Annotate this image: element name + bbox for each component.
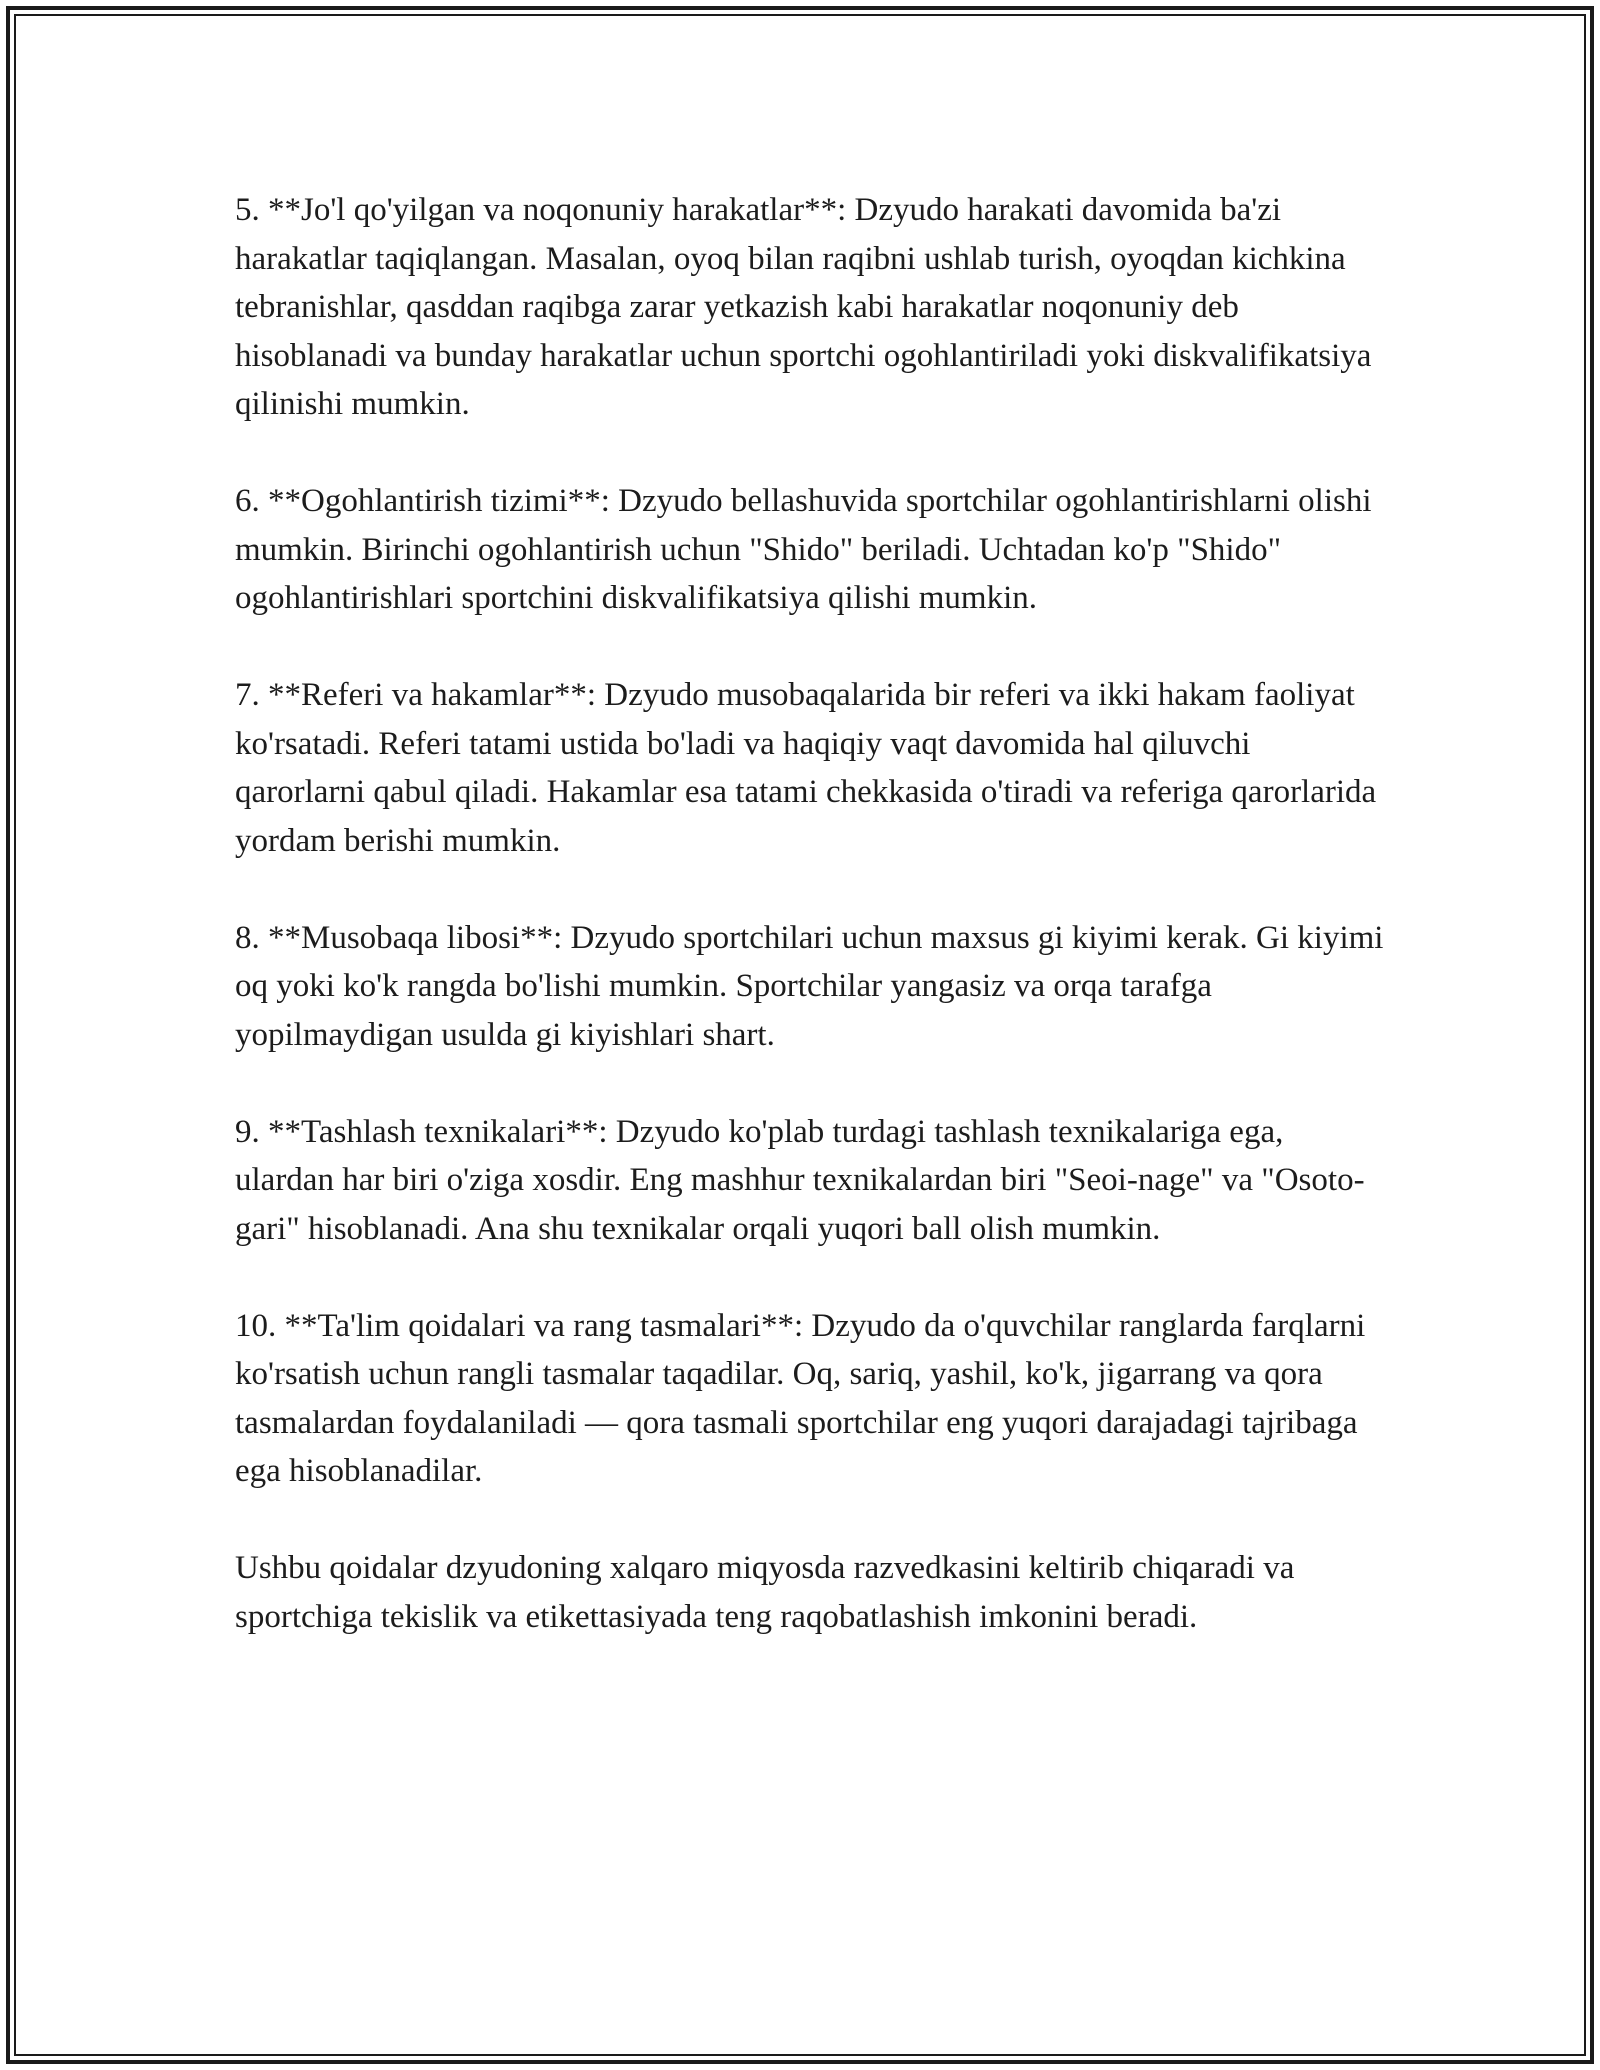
paragraph-rule-6: 6. **Ogohlantirish tizimi**: Dzyudo bellashuvida sportchilar ogohlantirishlarni olishi mumkin. Birinchi ogohlantirish uchun "Shido" beriladi. Uchtadan ko'p "Shido" ogohlantirishlari sportchini diskvalifikatsiya qilishi mumkin. [235,483,1372,616]
paragraph-rule-9: 9. **Tashlash texnikalari**: Dzyudo ko'plab turdagi tashlash texnikalariga ega, ulardan har biri o'ziga xosdir. Eng mashhur texnikalardan biri "Seoi-nage" va "Osoto-gari" hisoblanadi. Ana shu texnikalar orqali yuqori ball olish mumkin. [235,1113,1365,1247]
paragraph-conclusion: Ushbu qoidalar dzyudoning xalqaro miqyosda razvedkasini keltirib chiqaradi va sportchiga tekislik va etikettasiyada teng raqobatlashish imkonini beradi. [235,1550,1295,1635]
paragraph-rule-7: 7. **Referi va hakamlar**: Dzyudo musobaqalarida bir referi va ikki hakam faoliyat ko'rsatadi. Referi tatami ustida bo'ladi va haqiqiy vaqt davomida hal qiluvchi qarorlarni qabul qiladi. Hakamlar esa tatami chekkasida o'tiradi va referiga qarorlarida yordam berishi mumkin. [235,677,1377,859]
document-body [235,186,1385,1690]
paragraph-rule-10: 10. **Ta'lim qoidalari va rang tasmalari**: Dzyudo da o'quvchilar ranglarda farqlarni ko'rsatish uchun rangli tasmalar taqadilar. Oq, sariq, yashil, ko'k, jigarrang va qora tasmalardan foydalaniladi — qora tasmali sportchilar eng yuqori darajadagi tajribaga ega hisoblanadilar. [235,1307,1366,1489]
paragraph-rule-5: 5. **Jo'l qo'yilgan va noqonuniy harakatlar**: Dzyudo harakati davomida ba'zi harakatlar taqiqlangan. Masalan, oyoq bilan raqibni ushlab turish, oyoqdan kichkina tebranishlar, qasddan raqibga zarar yetkazish kabi harakatlar noqonuniy deb hisoblanadi va bunday harakatlar uchun sportchi ogohlantiriladi yoki diskvalifikatsiya qilinishi mumkin. [235,192,1372,422]
paragraph-rule-8: 8. **Musobaqa libosi**: Dzyudo sportchilari uchun maxsus gi kiyimi kerak. Gi kiyimi oq yoki ko'k rangda bo'lishi mumkin. Sportchilar yangasiz va orqa tarafga yopilmaydigan usulda gi kiyishlari shart. [235,919,1384,1053]
